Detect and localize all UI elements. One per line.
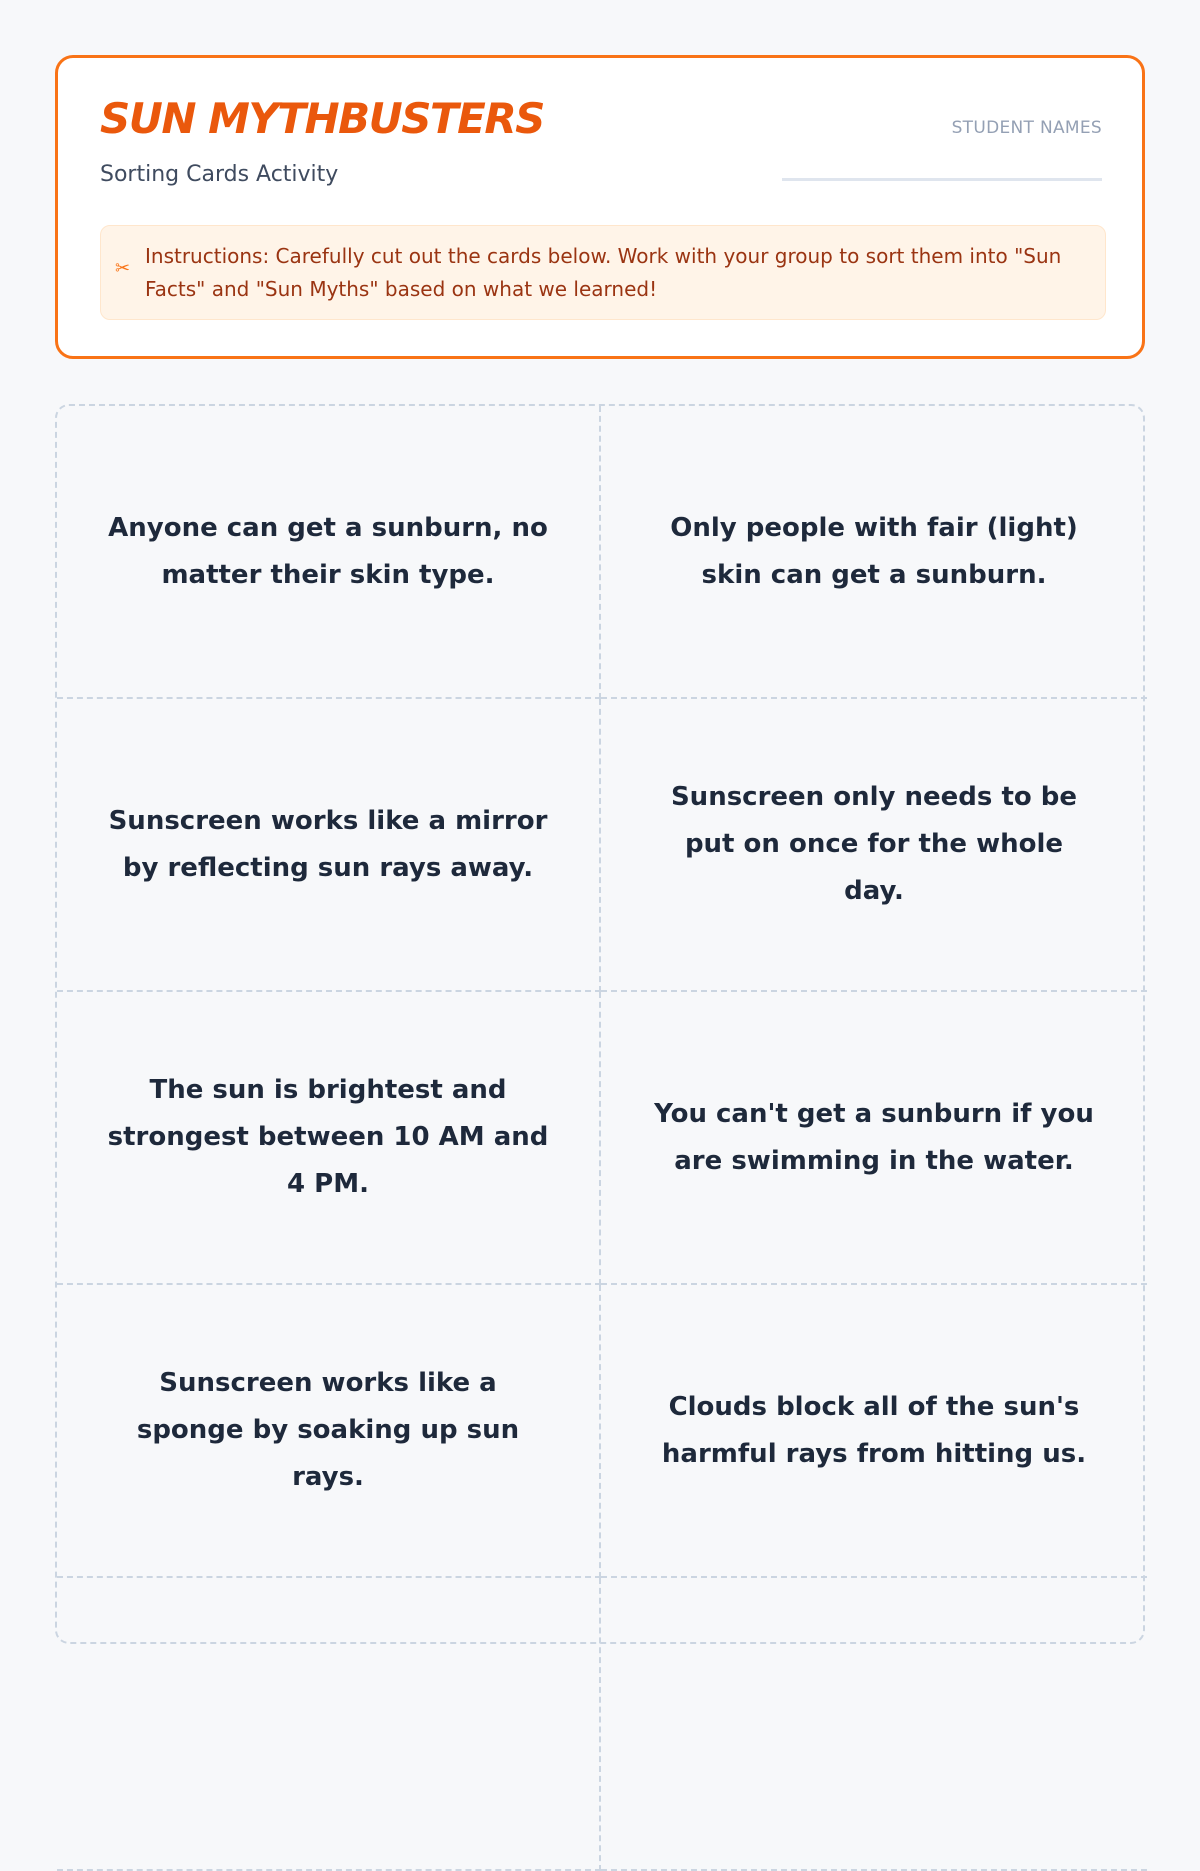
sorting-card: Anyone can get a sunburn, no matter their skin type. [57,406,601,699]
sorting-card: The sun is brightest and strongest between 10 AM and 4 PM. [57,992,601,1285]
scissors-icon: ✂ [115,258,131,279]
sorting-card: Only people with fair (light) skin can get a sunburn. [601,406,1147,699]
worksheet-header [55,55,1145,359]
page-subtitle: Sorting Cards Activity [100,162,339,187]
page-title: SUN MYTHBUSTERS [100,94,544,143]
sorting-card: Sunscreen works like a mirror by reflecting sun rays away. [57,699,601,992]
sorting-cards-grid [55,404,1145,1644]
sorting-card [601,1578,1147,1871]
sorting-card: Sunscreen works like a sponge by soaking up sun rays. [57,1285,601,1578]
sorting-card [57,1578,601,1871]
sorting-card: Sunscreen only needs to be put on once for the whole day. [601,699,1147,992]
instructions-text: Instructions: Carefully cut out the cards below. Work with your group to sort them into "Sun Facts" and "Sun Myths" based on what we learned! [145,244,1062,301]
student-names-label: STUDENT NAMES [951,118,1102,138]
sorting-card: You can't get a sunburn if you are swimming in the water. [601,992,1147,1285]
instructions-box [100,225,1106,320]
sorting-card: Clouds block all of the sun's harmful rays from hitting us. [601,1285,1147,1578]
student-names-line [782,178,1102,181]
